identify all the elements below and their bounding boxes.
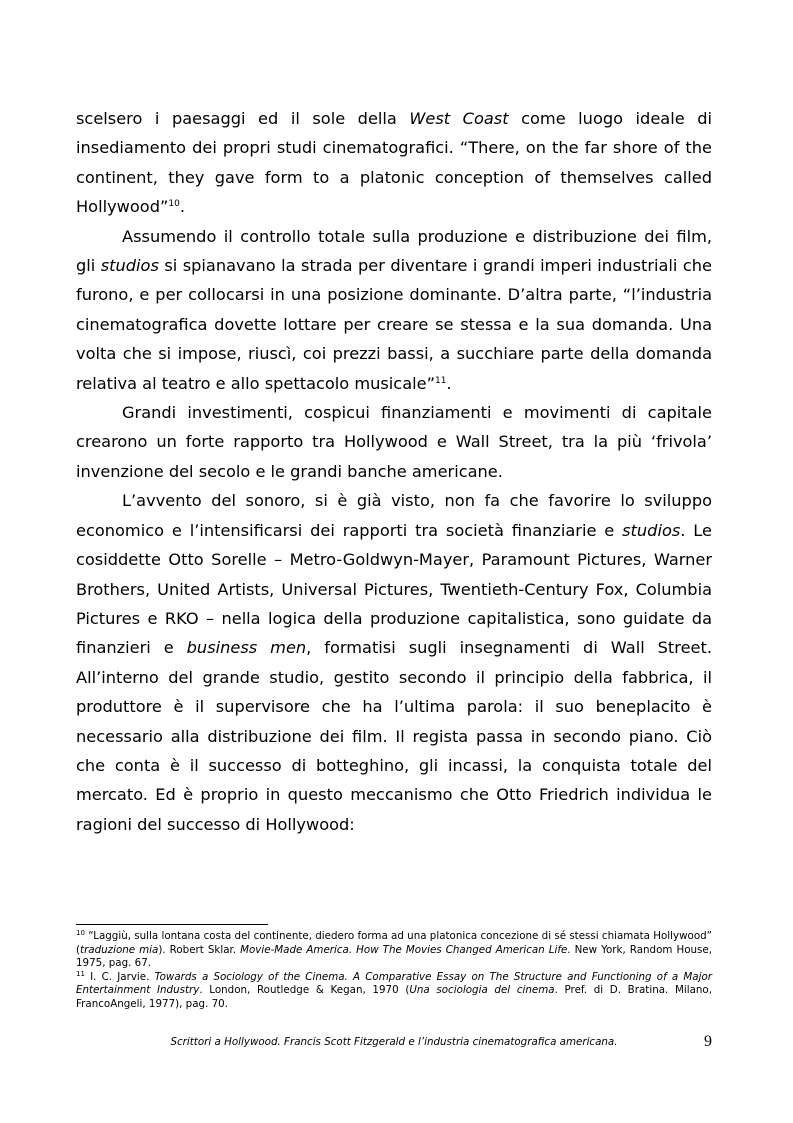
text-run: “Laggiù, sulla lontana costa del continente, diedero forma ad una platonica concezione di sé stessi chiamata Hollywood” (	[76, 930, 712, 956]
paragraph-3	[76, 398, 712, 486]
text-run: scelsero i paesaggi ed il sole della	[76, 109, 410, 128]
italic-text: West Coast	[409, 109, 509, 128]
text-run: si spianavano la strada per diventare i grandi imperi industriali che furono, e per collocarsi in una posizione dominante. D’altra parte, “l’industria cinematografica dovette lottare per creare se stessa e la sua domanda. Una volta che si impose, riuscì, coi prezzi bassi, a succhiare parte della domanda relativa al teatro e allo spettacolo musicale”	[76, 256, 712, 393]
footnote-number: 10	[76, 929, 85, 937]
text-run: L’avvento del sonoro, si è già visto, non fa che favorire lo sviluppo economico e l’intensificarsi dei rapporti tra società finanziarie e	[76, 491, 712, 540]
footnote-separator	[76, 924, 268, 925]
italic-text: studios	[622, 520, 681, 540]
text-run: . New York, Random House, 1975, pag. 67.	[76, 943, 712, 970]
footnote-ref-10[interactable]: 10	[168, 199, 180, 210]
footnote-11	[76, 971, 712, 1012]
footnotes	[76, 930, 712, 1012]
text-run: , formatisi sugli insegnamenti di Wall Street. All’interno del grande studio, gestito secondo il principio della fabbrica, il produttore è il supervisore che ha l’ultima parola: il suo beneplacito è necessario alla distribuzione dei film. Il regista passa in secondo piano. Ciò che conta è il successo di botteghino, gli incassi, la conquista totale del mercato. Ed è proprio in questo meccanismo che Otto Friedrich individua le ragioni del successo di Hollywood:	[76, 638, 712, 834]
italic-text: Movie-Made America. How The Movies Changed American Life	[240, 943, 568, 956]
text-run: Assumendo il controllo totale sulla produzione e distribuzione dei film, gli	[76, 226, 712, 276]
text-run: . Le cosiddette Otto Sorelle – Metro-Goldwyn-Mayer, Paramount Pictures, Warner Brothers, United Artists, Universal Pictures, Twentieth-Century Fox, Columbia Pictures e RKO – nella logica della produzione capitalistica, sono guidate da finanzieri e	[76, 520, 712, 658]
text-run: . Pref. di D. Bratina. Milano, FrancoAngeli, 1977), pag. 70.	[76, 984, 712, 1010]
text-run: .	[179, 197, 185, 217]
text-run: I. C. Jarvie.	[84, 970, 155, 983]
text-run: ). Robert Sklar.	[158, 943, 241, 956]
italic-text: business men	[186, 638, 307, 658]
body-text	[76, 104, 712, 839]
text-run: . London, Routledge & Kegan, 1970 (	[199, 984, 410, 997]
paragraph-2	[76, 222, 712, 398]
page-number: 9	[704, 1033, 712, 1050]
italic-text: Towards a Sociology of the Cinema. A Comparative Essay on The Structure and Functioning of a Major Entertainment Industry	[76, 970, 712, 997]
italic-text: Una sociologia del cinema	[409, 984, 555, 997]
footnote-ref-11[interactable]: 11	[434, 375, 447, 386]
paragraph-4	[76, 486, 712, 839]
footnote-number: 11	[76, 969, 85, 978]
italic-text: studios	[100, 256, 159, 276]
paragraph-1	[76, 104, 712, 222]
text-run: Grandi investimenti, cospicui finanziamenti e movimenti di capitale crearono un forte rapporto tra Hollywood e Wall Street, tra la più ‘frivola’ invenzione del secolo e le grandi banche americane.	[76, 403, 712, 481]
italic-text: traduzione mia	[80, 943, 159, 956]
text-run: come luogo ideale di insediamento dei propri studi cinematografici. “There, on the far shore of the continent, they gave form to a platonic conception of themselves called Hollywood”	[76, 109, 712, 217]
footnote-10	[76, 930, 712, 971]
running-footer-title: Scrittori a Hollywood. Francis Scott Fitzgerald e l’industria cinematografica americana.	[170, 1036, 618, 1048]
page-footer	[76, 1034, 712, 1052]
text-run: .	[446, 373, 452, 393]
